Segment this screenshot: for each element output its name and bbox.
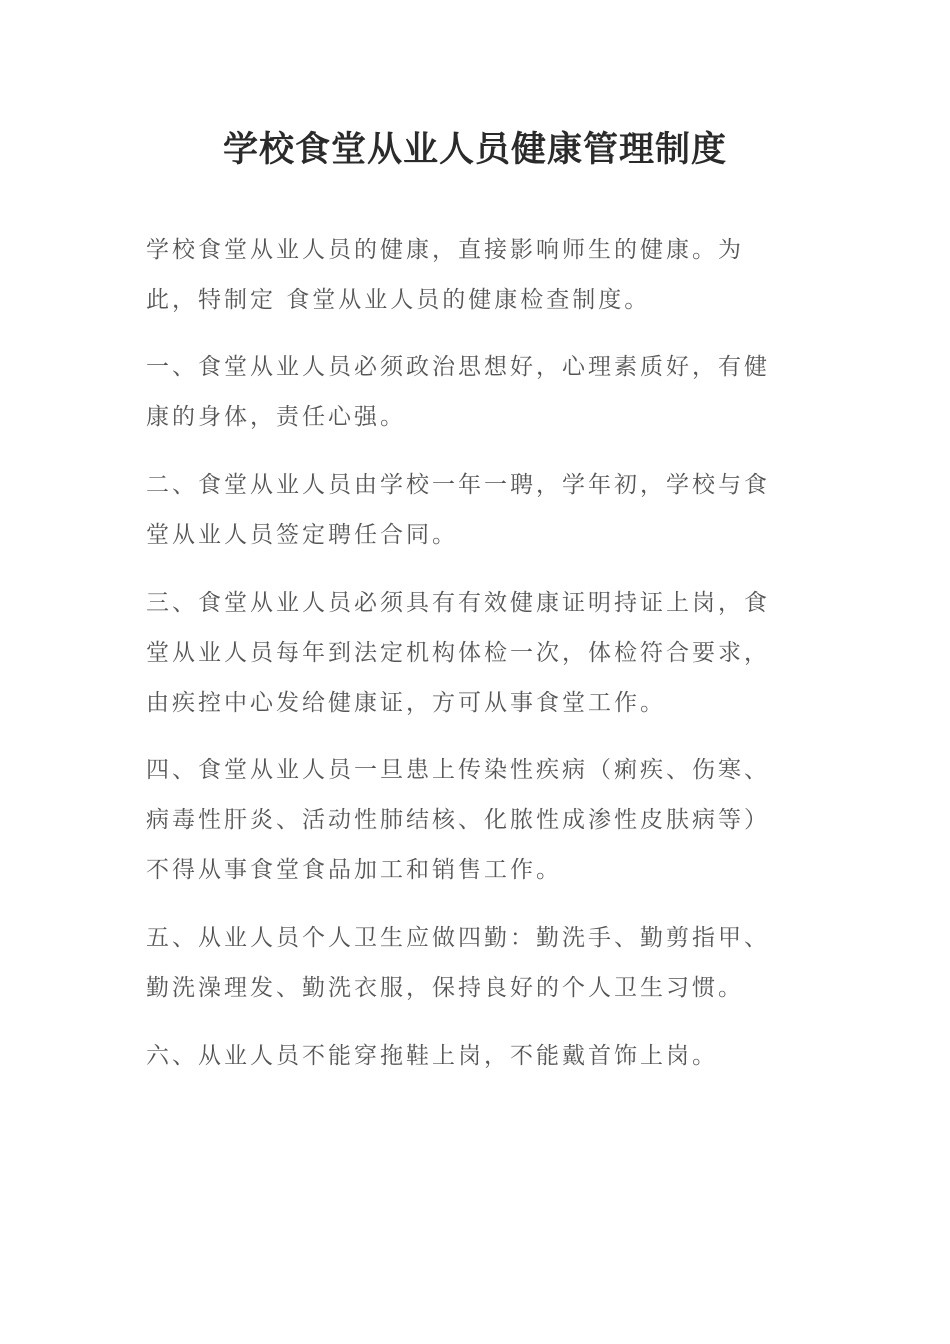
paragraph-item-1: 一、食堂从业人员必须政治思想好，心理素质好，有健康的身体，责任心强。 [146, 354, 770, 430]
paragraph-item-3: 三、食堂从业人员必须具有有效健康证明持证上岗，食堂从业人员每年到法定机构体检一次，体检符合要求，由疾控中心发给健康证，方可从事食堂工作。 [146, 590, 770, 716]
page-title: 学校食堂从业人员健康管理制度 [222, 129, 727, 170]
paragraph-item-6: 六、从业人员不能穿拖鞋上岗，不能戴首饰上岗。 [146, 1043, 718, 1069]
paragraph-item-4: 四、食堂从业人员一旦患上传染性疾病（痢疾、伤寒、病毒性肝炎、活动性肺结核、化脓性成渗性皮肤病等）不得从事食堂食品加工和销售工作。 [146, 757, 770, 883]
paragraph-item-2: 二、食堂从业人员由学校一年一聘，学年初，学校与食堂从业人员签定聘任合同。 [146, 472, 770, 548]
paragraph-intro: 学校食堂从业人员的健康，直接影响师生的健康。为此，特制定 食堂从业人员的健康检查制度。 [146, 237, 744, 313]
paragraph-item-5: 五、从业人员个人卫生应做四勤：勤洗手、勤剪指甲、勤洗澡理发、勤洗衣服，保持良好的个人卫生习惯。 [146, 925, 770, 1001]
